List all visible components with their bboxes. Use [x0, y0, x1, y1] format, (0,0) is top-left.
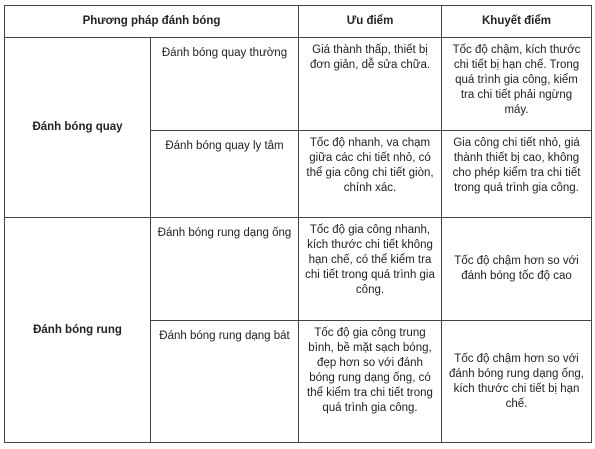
disadvantages-cell: Tốc độ chậm hơn so với đánh bóng tốc độ cao — [442, 218, 592, 321]
table-row — [5, 218, 592, 321]
method-cell: Đánh bóng quay thường — [151, 38, 299, 131]
header-disadvantages: Khuyết điểm — [442, 6, 592, 38]
method-cell: Đánh bóng quay ly tâm — [151, 131, 299, 218]
group-name: Đánh bóng rung — [5, 218, 151, 443]
disadvantages-cell: Tốc độ chậm, kích thước chi tiết bị hạn chế. Trong quá trình gia công, kiểm tra chi tiết phải ngừng máy. — [442, 38, 592, 131]
table-row — [5, 38, 592, 131]
advantages-cell: Tốc độ nhanh, va chạm giữa các chi tiết nhỏ, có thể gia công chi tiết giòn, chính xác. — [299, 131, 442, 218]
disadvantages-cell: Gia công chi tiết nhỏ, giá thành thiết bị cao, không cho phép kiểm tra chi tiết trong quá trình gia công. — [442, 131, 592, 218]
header-advantages: Ưu điểm — [299, 6, 442, 38]
advantages-cell: Giá thành thấp, thiết bị đơn giản, dễ sửa chữa. — [299, 38, 442, 131]
method-cell: Đánh bóng rung dạng bát — [151, 321, 299, 443]
advantages-cell: Tốc độ gia công trung bình, bề mặt sạch bóng, đẹp hơn so với đánh bóng rung dạng ống, có thể kiểm tra chi tiết trong quá trình gia công. — [299, 321, 442, 443]
header-row — [5, 6, 592, 38]
method-cell: Đánh bóng rung dạng ống — [151, 218, 299, 321]
header-method: Phương pháp đánh bóng — [5, 6, 299, 38]
advantages-cell: Tốc độ gia công nhanh, kích thước chi tiết không hạn chế, có thể kiểm tra chi tiết trong quá trình gia công. — [299, 218, 442, 321]
disadvantages-cell: Tốc độ chậm hơn so với đánh bóng rung dạng ống, kích thước chi tiết bị hạn chế. — [442, 321, 592, 443]
group-name: Đánh bóng quay — [5, 38, 151, 218]
polishing-methods-table — [4, 5, 592, 443]
